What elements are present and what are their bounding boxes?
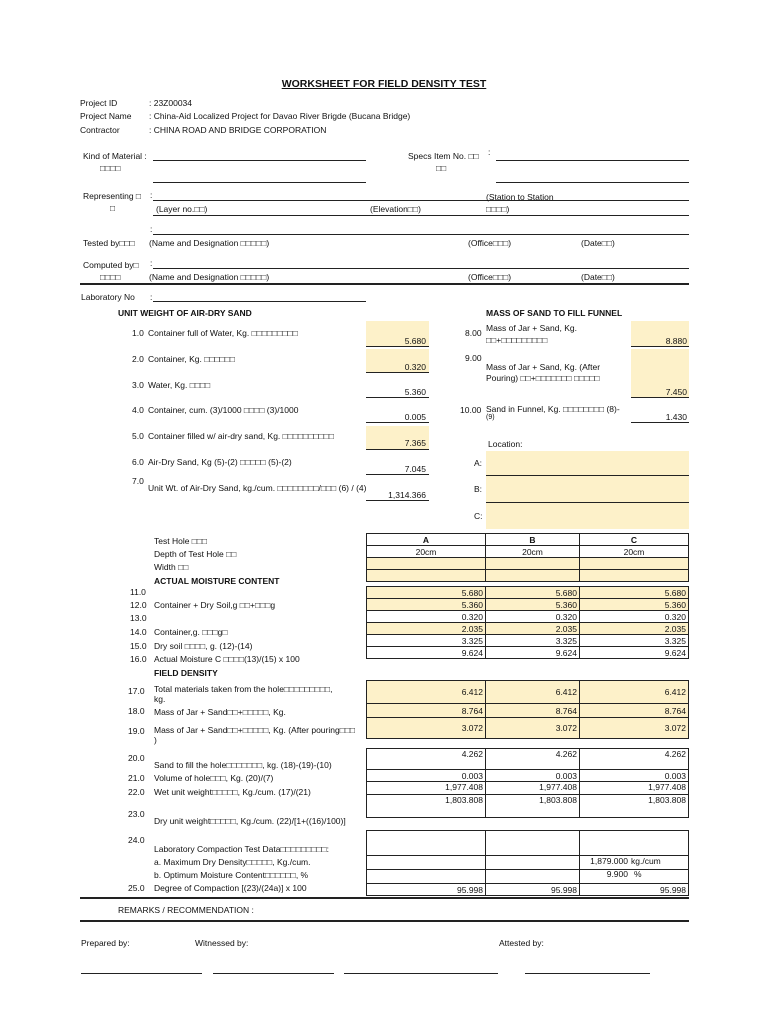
funnel-heading: MASS OF SAND TO FILL FUNNEL [486,308,623,318]
project-id-label: Project ID [80,98,118,108]
row-4-label: Container, cum. (3)/1000 □□□□ (3)/1000 [148,405,299,415]
col-b: B [486,534,580,546]
laboratory-colon: : [150,292,153,302]
row-17-label-2: kg. [154,694,166,704]
row-19-label: Mass of Jar + Sand□□+□□□□□, Kg. (After pouring□□□ [154,725,356,735]
row-8-label-2: □□+□□□□□□□□□ [486,335,548,345]
row-11-no: 11.0 [130,587,146,597]
location-c-label: C: [474,511,483,521]
computed-by-line[interactable] [153,268,689,269]
specs-item-label: Specs Item No. □□ [408,151,479,161]
row-20-label: Sand to fill the hole□□□□□□□, kg. (18)-(19)-(10) [154,760,332,770]
tested-by-label: Tested by□□□ [83,238,135,248]
row-8-value: 8.880 [665,336,687,346]
row-10-underline [631,422,689,423]
omc-value: 9.900 [606,869,628,879]
row-21-no: 21.0 [128,773,145,783]
col-a: A [367,534,486,546]
r20-a: 4.262 [367,749,486,770]
r18-b[interactable]: 8.764 [486,704,580,718]
row-16-no: 16.0 [130,654,147,664]
attested-signature-line[interactable] [525,973,650,974]
row-2-label: Container, Kg. □□□□□□ [148,354,236,364]
computed-by-label: Computed by□ [83,260,139,270]
blank-b [486,570,580,582]
project-name: : China-Aid Localized Project for Davao River Brigde (Bucana Bridge) [149,111,411,121]
row-10-no: 10.00 [460,405,482,415]
r17-b[interactable]: 6.412 [486,681,580,704]
row-5-label: Container filled w/ air-dry sand, Kg. □□□□□□□□□□ [148,431,334,441]
remarks-bottom-divider [80,920,689,922]
row-3-no: 3.0 [132,380,144,390]
depth-a[interactable]: 20cm [367,546,486,558]
density-table-1 [366,680,689,739]
row-8-label: Mass of Jar + Sand, Kg. [486,323,577,333]
row-3-label: Water, Kg. □□□□ [148,380,211,390]
r15-c: 3.325 [580,635,689,647]
row-22-no: 22.0 [128,787,145,797]
test-hole-label: Test Hole □□□ [154,536,208,546]
row-25-no: 25.0 [128,883,145,893]
row-14-no: 14.0 [130,627,147,637]
row-2-no: 2.0 [132,354,144,364]
r17-c[interactable]: 6.412 [580,681,689,704]
representing-colon: : [150,190,153,200]
r20-b: 4.262 [486,749,580,770]
row-1-label: Container full of Water, Kg. □□□□□□□□□ [148,328,298,338]
r23-a: 1,803.808 [367,795,486,818]
row-18-label: Mass of Jar + Sand□□+□□□□□, Kg. [154,707,286,717]
mdd-value: 1,879.000 [590,856,628,866]
row-6-underline [366,474,429,475]
station-cn: □□□□) [486,204,510,214]
width-b[interactable] [486,558,580,570]
r24-b [486,831,580,856]
blank-a [367,570,486,582]
location-area[interactable] [486,451,689,529]
row-10-label: Sand in Funnel, Kg. □□□□□□□□ (8)- [486,404,620,414]
row-8-underline [631,346,689,347]
row-9-no: 9.00 [465,353,482,363]
r23-c: 1,803.808 [580,795,689,818]
row-1-no: 1.0 [132,328,144,338]
kind-of-material-label: Kind of Material : [83,151,147,161]
project-id: : 23Z00034 [149,98,193,108]
depth-c[interactable]: 20cm [580,546,689,558]
r24-c [580,831,689,856]
witnessed-signature-line-2[interactable] [344,973,498,974]
laboratory-no-line[interactable] [153,301,366,302]
row-7-value: 1,314.366 [388,490,426,500]
kind-of-material-line[interactable] [153,160,366,161]
width-c[interactable] [580,558,689,570]
r14-c[interactable]: 2.035 [580,623,689,635]
r25-c: 95.998 [580,884,689,896]
r14-a[interactable]: 2.035 [367,623,486,635]
tested-name-designation: (Name and Designation □□□□□) [149,238,270,248]
row-23-no: 23.0 [128,809,145,819]
r14-b[interactable]: 2.035 [486,623,580,635]
row-15-label: Dry soil □□□□, g. (12)-(14) [154,641,253,651]
row-17-label: Total materials taken from the hole□□□□□□□□□, [154,684,333,694]
row-24-label: Laboratory Compaction Test Data□□□□□□□□□: [154,844,330,854]
row-9-underline [631,397,689,398]
width-label: Width □□ [154,562,189,572]
contractor: : CHINA ROAD AND BRIDGE CORPORATION [149,125,327,135]
r19-a[interactable]: 3.072 [367,718,486,739]
specs-item-cn: □□ [436,163,447,173]
specs-item-line-2[interactable] [496,182,689,183]
row-1-value: 5.680 [404,336,426,346]
row-9-label: Mass of Jar + Sand, Kg. (After [486,362,601,372]
representing-line[interactable] [153,200,689,201]
row-19-label-2: ) [154,735,157,745]
row-9-value: 7.450 [665,387,687,397]
row-20-no: 20.0 [128,753,145,763]
row-12-label: Container + Dry Soil,g □□+□□□g [154,600,276,610]
r24-a [367,831,486,856]
witnessed-by-label: Witnessed by: [195,938,249,948]
row-12-no: 12.0 [130,600,147,610]
row-6-label: Air-Dry Sand, Kg (5)-(2) □□□□□ (5)-(2) [148,457,292,467]
remarks-label: REMARKS / RECOMMENDATION : [118,905,254,915]
row-2-value: 0.320 [404,362,426,372]
location-b-line [486,502,689,503]
r16-c: 9.624 [580,647,689,659]
tested-colon: : [150,224,153,234]
row-10-value: 1.430 [665,412,687,422]
computed-colon: : [150,258,153,268]
kind-of-material-cn: □□□□ [100,163,121,173]
row-24b-label: b. Optimum Moisture Content□□□□□□, % [154,870,309,880]
r16-a: 9.624 [367,647,486,659]
r12-c[interactable]: 5.360 [580,599,689,611]
r11-b[interactable]: 5.680 [486,587,580,599]
elevation-label: (Elevation□□) [370,204,421,214]
row-24-no: 24.0 [128,835,145,845]
remarks-top-divider [80,897,689,899]
r24a-a [367,856,486,870]
row-13-no: 13.0 [130,613,147,623]
omc-unit: % [634,869,642,879]
row-21-label: Volume of hole□□□, Kg. (20)/(7) [154,773,274,783]
blank-c [580,570,689,582]
r17-a[interactable]: 6.412 [367,681,486,704]
representing-line-2[interactable] [153,215,689,216]
tested-date: (Date□□) [581,238,615,248]
project-name-label: Project Name [80,111,132,121]
depth-b[interactable]: 20cm [486,546,580,558]
representing-cn: □ [110,203,116,213]
prepared-by-label: Prepared by: [81,938,130,948]
r11-a[interactable]: 5.680 [367,587,486,599]
tested-by-line[interactable] [153,234,689,235]
row-3-value: 5.360 [404,387,426,397]
row-2-underline [366,372,429,373]
row-8-no: 8.00 [465,328,482,338]
row-25-label: Degree of Compaction [(23)/(24a)] x 100 [154,883,307,893]
unit-weight-heading: UNIT WEIGHT OF AIR-DRY SAND [118,308,252,318]
row-4-no: 4.0 [132,405,144,415]
r23-b: 1,803.808 [486,795,580,818]
representing-label: Representing □ [83,191,142,201]
r22-c: 1,977.408 [580,782,689,795]
location-a-line [486,475,689,476]
location-b-label: B: [474,484,483,494]
row-5-no: 5.0 [132,431,144,441]
row-1-underline [366,346,429,347]
r22-a: 1,977.408 [367,782,486,795]
mdd-unit: kg./cum [631,856,661,866]
moisture-heading: ACTUAL MOISTURE CONTENT [154,576,280,586]
row-4-value: 0.005 [404,412,426,422]
row-9-label-2: Pouring) □□+□□□□□□□ □□□□□ [486,373,600,383]
witnessed-signature-line-1[interactable] [213,973,334,974]
computed-by-cn: □□□□ [100,272,121,282]
r15-a: 3.325 [367,635,486,647]
r21-b: 0.003 [486,770,580,782]
attested-by-label: Attested by: [499,938,544,948]
row-6-no: 6.0 [132,457,144,467]
r19-c[interactable]: 3.072 [580,718,689,739]
row-5-value: 7.365 [404,438,426,448]
row-16-label: Actual Moisture C □□□□(13)/(15) x 100 [154,654,300,664]
r21-a: 0.003 [367,770,486,782]
row-3-underline [366,397,429,398]
r18-c[interactable]: 8.764 [580,704,689,718]
computed-name-designation: (Name and Designation □□□□□) [149,272,270,282]
computed-office: (Office□□□) [468,272,512,282]
row-4-underline [366,422,429,423]
r12-b[interactable]: 5.360 [486,599,580,611]
test-hole-table [366,533,689,582]
r13-a: 0.320 [367,611,486,623]
r25-a: 95.998 [367,884,486,896]
width-a[interactable] [367,558,486,570]
computed-date: (Date□□) [581,272,615,282]
kind-of-material-line-2[interactable] [153,182,366,183]
row-14-label: Container,g. □□□g□ [154,627,228,637]
row-7-underline [366,500,429,501]
row-10-label-2: (9) [486,414,495,421]
specs-item-line[interactable] [496,160,689,161]
r15-b: 3.325 [486,635,580,647]
density-heading: FIELD DENSITY [154,668,218,678]
tested-office: (Office□□□) [468,238,512,248]
header-divider [80,283,689,285]
r12-a[interactable]: 5.360 [367,599,486,611]
r19-b[interactable]: 3.072 [486,718,580,739]
r11-c[interactable]: 5.680 [580,587,689,599]
r18-a[interactable]: 8.764 [367,704,486,718]
r13-c: 0.320 [580,611,689,623]
row-6-value: 7.045 [404,464,426,474]
specs-colon: : [488,147,491,157]
laboratory-no-label: Laboratory No [81,292,135,302]
r25-b: 95.998 [486,884,580,896]
row-19-no: 19.0 [128,726,145,736]
r22-b: 1,977.408 [486,782,580,795]
page-title: WORKSHEET FOR FIELD DENSITY TEST [281,78,487,90]
depth-label: Depth of Test Hole □□ [154,549,237,559]
prepared-signature-line[interactable] [81,973,202,974]
density-table-2 [366,748,689,818]
row-17-no: 17.0 [128,686,145,696]
row-7-label: Unit Wt. of Air-Dry Sand, kg./cum. □□□□□□□□/□□□ (6) / (4) [148,483,367,493]
location-label: Location: [488,439,523,449]
r20-c: 4.262 [580,749,689,770]
layer-no-label: (Layer no.□□) [156,204,208,214]
row-24a-label: a. Maximum Dry Density□□□□□, Kg./cum. [154,857,311,867]
r21-c: 0.003 [580,770,689,782]
r24b-a [367,870,486,884]
r16-b: 9.624 [486,647,580,659]
row-5-underline [366,449,429,450]
row-22-label: Wet unit weight□□□□□, Kg./cum. (17)/(21) [154,787,311,797]
r13-b: 0.320 [486,611,580,623]
moisture-table [366,586,689,659]
location-a-label: A: [474,458,483,468]
row-23-label: Dry unit weight□□□□□, Kg./cum. (22)/[1+((16)/100)] [154,816,346,826]
col-c: C [580,534,689,546]
row-7-no: 7.0 [132,476,144,486]
contractor-label: Contractor [80,125,120,135]
station-label: (Station to Station [486,192,554,202]
row-15-no: 15.0 [130,641,147,651]
row-18-no: 18.0 [128,706,145,716]
